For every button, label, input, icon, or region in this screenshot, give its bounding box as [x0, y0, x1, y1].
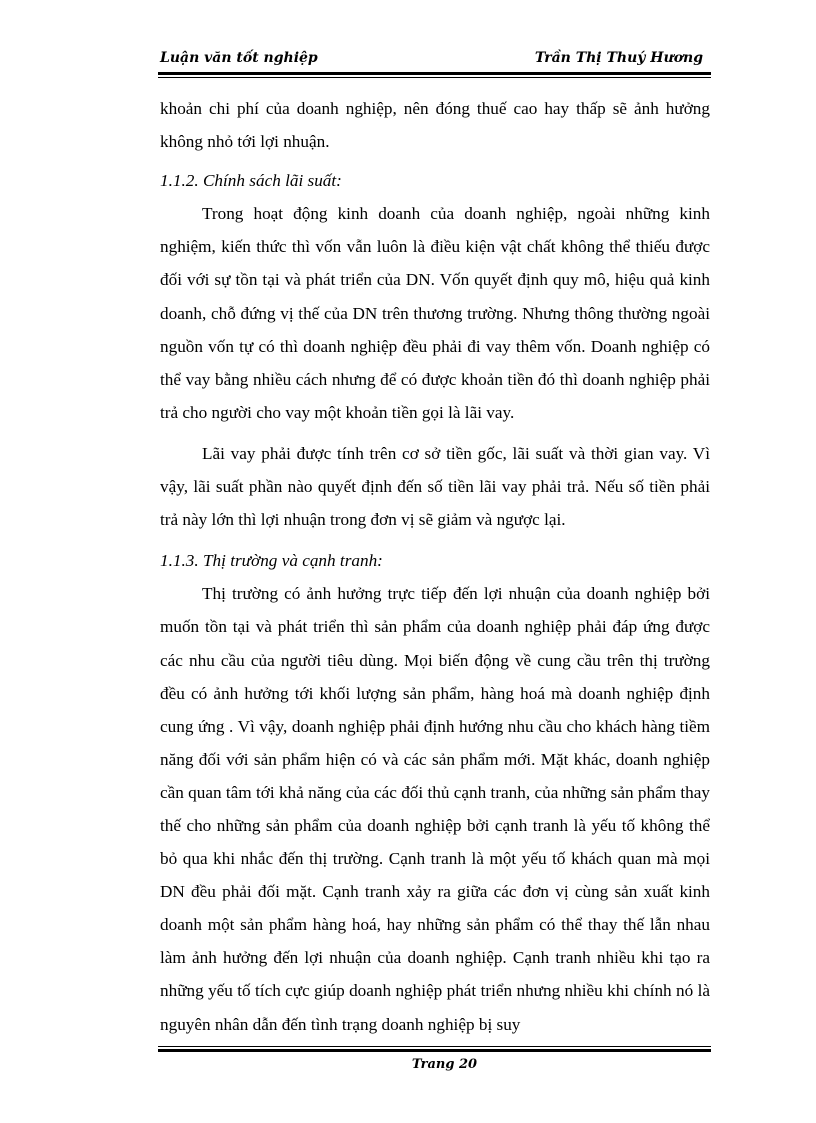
body-text [160, 92, 710, 1041]
section-heading-1-1-3: 1.1.3. Thị trường và cạnh tranh: [160, 551, 383, 571]
section-1-1-3-paragraph-1: Thị trường có ảnh hưởng trực tiếp đến lợi nhuận của doanh nghiệp bởi muốn tồn tại và phát triển thì sản phẩm của doanh nghiệp phải đáp ứng được các nhu cầu của người tiêu dùng. Mọi biến động về cung cầu trên thị trường đều có ảnh hưởng tới khối lượng sản phẩm, hàng hoá mà doanh nghiệp định cung ứng . Vì vậy, doanh nghiệp phải định hướng nhu cầu cho khách hàng tiềm năng đối với sản phẩm hiện có và các sản phẩm mới. Mặt khác, doanh nghiệp cần quan tâm tới khả năng của các đối thủ cạnh tranh, của những sản phẩm thay thế cho những sản phẩm của doanh nghiệp bởi cạnh tranh là yếu tố không thể bỏ qua khi nhắc đến thị trường. Cạnh tranh là một yếu tố khách quan mà mọi DN đều phải đối mặt. Cạnh tranh xảy ra giữa các đơn vị cùng sản xuất kinh doanh một sản phẩm hàng hoá, hay những sản phẩm có thể thay thế lẫn nhau làm ảnh hưởng đến lợi nhuận của doanh nghiệp. Cạnh tranh nhiều khi tạo ra những yếu tố tích cực giúp doanh nghiệp phát triển nhưng nhiều khi chính nó là nguyên nhân dẫn đến tình trạng doanh nghiệp bị suy [160, 584, 710, 1034]
page-number: Trang 20 [411, 1057, 478, 1072]
header-rule-thick [158, 72, 711, 75]
header-thesis-title: Luận văn tốt nghiệp [160, 50, 318, 66]
footer-rule-thick [158, 1049, 711, 1052]
section-1-1-2-paragraph-1: Trong hoạt động kinh doanh của doanh nghiệp, ngoài những kinh nghiệm, kiến thức thì vốn vẫn luôn là điều kiện vật chất không thể thiếu được đối với sự tồn tại và phát triển của DN. Vốn quyết định quy mô, hiệu quả kinh doanh, chỗ đứng vị thế của DN trên thương trường. Nhưng thông thường ngoài nguồn vốn tự có thì doanh nghiệp đều phải đi vay thêm vốn. Doanh nghiệp có thể vay bằng nhiều cách nhưng để có được khoản tiền đó thì doanh nghiệp phải trả cho người cho vay một khoản tiền gọi là lãi vay. [160, 204, 710, 422]
footer-rule-thin [158, 1046, 711, 1047]
page-header [158, 46, 711, 72]
section-heading-1-1-2: 1.1.2. Chính sách lãi suất: [160, 171, 342, 191]
section-1-1-2-paragraph-2: Lãi vay phải được tính trên cơ sở tiền gốc, lãi suất và thời gian vay. Vì vậy, lãi suất phần nào quyết định đến số tiền lãi vay phải trả. Nếu số tiền phải trả này lớn thì lợi nhuận trong đơn vị sẽ giảm và ngược lại. [160, 443, 710, 530]
page-footer [158, 1057, 711, 1072]
header-author-name: Trần Thị Thuý Hương [534, 50, 703, 66]
intro-paragraph: khoản chi phí của doanh nghiệp, nên đóng thuế cao hay thấp sẽ ảnh hưởng không nhỏ tới lợi nhuận. [160, 99, 710, 152]
header-rule-thin [158, 77, 711, 78]
